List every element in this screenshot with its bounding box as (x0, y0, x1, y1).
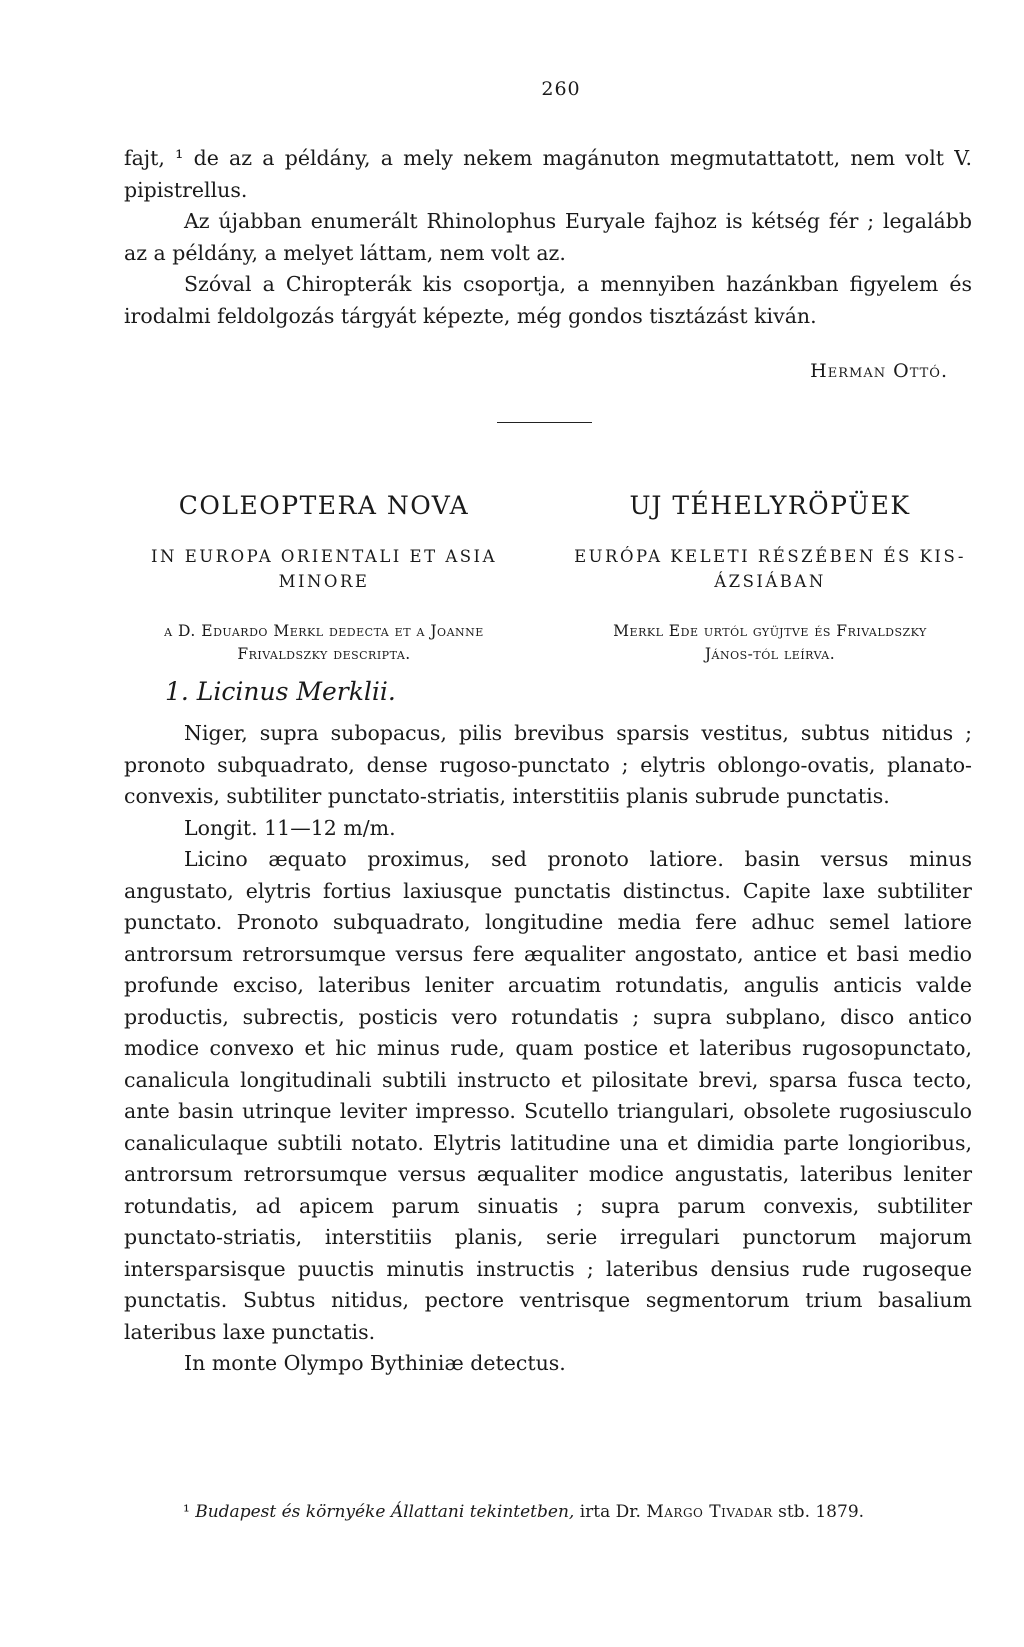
footnote-title: Budapest és környéke Állattani tekintetben, (195, 1502, 575, 1522)
latin-title-column (124, 490, 524, 666)
description-paragraph: Licino æquato proximus, sed pronoto latiore. basin versus minus angustato, elytris fortius laxiusque punctatis distinctus. Capite laxe subtiliter punctato. Pronoto subquadrato, longitudine media fere adhuc semel latiore antrorsum retrorsumque versus fere æqualiter angostato, antice et basi medio profunde exciso, lateribus leniter arcuatim rotundatis, angulis anticis valde productis, subrectis, posticis vero rotundatis ; supra subplano, disco antico modice convexo et hic minus rude, quam postice et lateribus rugosopunctato, canalicula longitudinali subtili instructo et pilositate brevi, sparsa fusca tecto, ante basin utrinque leviter impresso. Scutello triangulari, obsolete rugosiusculo canaliculaque subtili notato. Elytris latitudine una et dimidia parte longioribus, antrorsum retrorsumque versus æqualiter modice angustatis, lateribus leniter rotundatis, ad apicem parum sinuatis ; supra parum convexis, subtiliter punctato-striatis, interstitiis planis, serie irregulari punctorum majorum intersparsisque puuctis minutis instructis ; lateribus densius rude rugoseque punctatis. Subtus nitidus, pectore ventrisque segmentorum trium basalium lateribus laxe punctatis. (124, 847, 972, 1344)
intro-paragraph: Az újabban enumerált Rhinolophus Euryale fajhoz is kétség fér ; legalább az a példány, a melyet láttam, nem volt az. (124, 209, 972, 265)
latin-attribution-line: Frivaldszky descripta. (237, 645, 411, 663)
footnote-mark: ¹ (183, 1502, 190, 1522)
species-description (124, 718, 972, 1380)
latin-heading: COLEOPTERA NOVA (178, 491, 470, 520)
footnote (183, 1502, 864, 1522)
hungarian-subheading: EURÓPA KELETI RÉSZÉBEN ÉS KIS-ÁZSIÁBAN (574, 547, 966, 591)
hungarian-heading: UJ TÉHELYRÖPÜEK (629, 491, 911, 520)
section-divider (497, 422, 592, 423)
hungarian-attribution (560, 620, 980, 666)
hungarian-attribution-line: János-tól leírva. (704, 645, 836, 663)
intro-paragraph: fajt, ¹ de az a példány, a mely nekem magánuton megmutattatott, nem volt V. pipistrellus. (124, 146, 972, 202)
latin-attribution-line: a D. Eduardo Merkl dedecta et a Joanne (164, 622, 484, 640)
hungarian-title-column (560, 490, 980, 666)
hungarian-attribution-line: Merkl Ede urtól gyüjtve és Frivaldszky (613, 622, 927, 640)
latin-subheading: IN EUROPA ORIENTALI ET ASIA MINORE (151, 547, 497, 591)
intro-text (124, 143, 972, 332)
latin-attribution (124, 620, 524, 666)
description-paragraph: Niger, supra subopacus, pilis brevibus sparsis vestitus, subtus nitidus ; pronoto subquadrato, dense rugoso-punctato ; elytris oblongo-ovatis, planato-convexis, subtiliter punctato-striatis, interstitiis planis subrude punctatis. (124, 721, 972, 808)
page-number: 260 (541, 78, 581, 100)
measurement-line: Longit. 11—12 m/m. (184, 815, 396, 840)
footnote-author: Margo Tivadar (646, 1502, 773, 1522)
author-signature: Herman Ottó. (810, 360, 948, 382)
footnote-suffix: stb. 1879. (778, 1502, 865, 1522)
locality-line: In monte Olympo Bythiniæ detectus. (184, 1351, 566, 1375)
footnote-author-prefix: irta Dr. (579, 1502, 641, 1522)
species-title: 1. Licinus Merklii. (165, 677, 396, 706)
intro-paragraph: Szóval a Chiropterák kis csoportja, a mennyiben hazánkban figyelem és irodalmi feldolgozás tárgyát képezte, még gondos tisztázást kiván. (124, 272, 972, 328)
